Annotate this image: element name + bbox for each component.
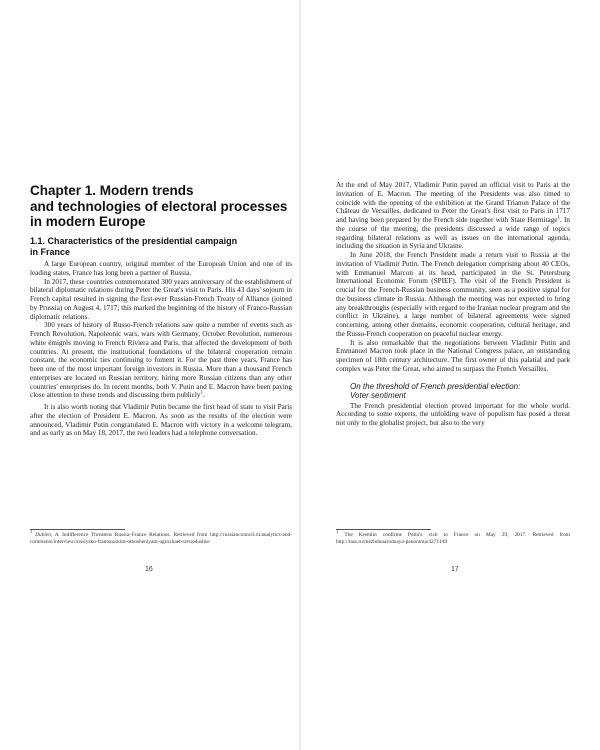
chapter-title-line-3: in modern Europe <box>30 214 146 229</box>
footnote-divider <box>30 529 125 530</box>
footnote <box>30 532 292 545</box>
subheading <box>350 382 570 401</box>
footnote-number: 1 <box>336 530 339 536</box>
paragraph: The French presidential election proved important for the whole world. According to some experts, the unfolding wave of populism has posed a threat not only to the globalist project, but also to the very <box>336 401 570 427</box>
paragraph-text: In the course of the meeting, the presidents discussed a wide range of topics regarding bilateral relations as well as issues on the international agenda, including the situation in Syria and Ukraine. <box>336 216 571 251</box>
section-title-line-2: in France <box>30 247 71 257</box>
paragraph: At the end of May 2017, Vladimir Putin payed an official visit to Paris at the invitation of E. Macron. The meeting of the Presidents was also timed to coincide with the opening of the exhibition at the Grand Trianon Palace of the Château de Versailles, dedicated to Peter the Great's first visit to Paris in 1717 and having been prepared by the French side together with State Hermitage$^1$. In the course of the meeting, the presidents discussed a wide range of topics regarding bilateral relations as well as issues on the international agenda, including the situation in Syria and Ukraine. <box>336 181 571 251</box>
right-body-text <box>336 181 570 428</box>
section-title <box>30 236 292 258</box>
footnote-text: The Kremlin confirms Putin's visit to France on May 29, 2017. Retrieved from http://tass.ru/mezhdunarodnaya-panorama/4271149 <box>336 532 570 545</box>
paragraph: In June 2018, the French President made a return visit to Russia at the invitation of Vladimir Putin. The French delegation comprising about 40 CEOs, with Emmanuel Marcon at its head, participated in the St. Petersburg International Economic Forum (SPIEF). The visit of the French President is crucial for the French-Russian business community, seen as a positive signal for the business climate in Russia. Although the meeting was not expected to bring any breakthroughs (especially with regard to the Iranian nuclear program and the conflict in Ukraine), a large number of bilateral agreements were signed concerning, among other domains, economic cooperation, cultural heritage, and the Russo-French cooperation on peaceful nuclear energy. <box>336 251 570 338</box>
page-number-left: 16 <box>145 566 153 573</box>
footnote-divider <box>336 529 431 530</box>
footnote-number: 1 <box>30 530 33 536</box>
subheading-line-1: On the threshold of French presidential election: <box>350 381 521 391</box>
footnote-author: Dubien, A. <box>35 532 60 538</box>
footnote <box>336 532 570 545</box>
chapter-title-line-2: and technologies of electoral processes <box>30 198 288 214</box>
footnote-mark: 1 <box>200 390 203 396</box>
paragraph: A large European country, original member of the European Union and one of its leading states, France has long been a partner of Russia. <box>30 260 292 277</box>
paragraph: It is also remarkable that the negotiations between Vladimir Putin and Emmanuel Macron took place in the National Congress palace, an outstanding specimen of 18th century architecture. The first owner of this palatial and park complex was Peter the Great, who aimed to surpass the French Versailles. <box>336 338 570 373</box>
paragraph: 300 years of history of Russo-French relations saw quite a number of events such as French Revolution, Napoleonic wars, wars with Germany, October Revolution, numerous white émigrés moving to French Riviera and Paris, that affected the development of both countries. At present, the institutional foundations of the bilateral cooperation remain constant, the economic ties continuing to foment it. For the past three years, France has been one of the most important foreign investors in Russia. More than a thousand French enterprises are located on Russian territory, hiring more Russian citizens than any other countries' enterprises do. In recent months, both V. Putin and E. Macron have been paying close attention to these trends and discussing them publicly$^1$. <box>30 321 292 400</box>
footnote-mark: 1 <box>557 215 560 221</box>
section-title-line-1: 1.1. Characteristics of the presidential campaign <box>30 236 238 246</box>
left-body-text <box>30 260 292 438</box>
page-number-right: 17 <box>451 566 459 573</box>
chapter-title-line-1: Chapter 1. Modern trends <box>30 183 194 198</box>
book-spine <box>299 0 301 750</box>
subheading-line-2: Voter sentiment <box>350 391 406 400</box>
footnote-text: Indifference Threatens Russia–France Relations. Retrieved from http://russiancouncil.ru/analytics-and-comments/interview/rossiysko-frantsuzskim-otnosheniyam-ugrozhaet-ravnodushie/ <box>30 532 293 545</box>
paragraph-text: 300 years of history of Russo-French relations saw quite a number of events such as French Revolution, Napoleonic wars, wars with Germany, October Revolution, numerous white émigrés moving to French Riviera and Paris, that affected the development of both countries. At present, the institutional foundations of the bilateral cooperation remain constant, the economic ties continuing to foment it. For the past three years, France has been one of the most important foreign investors in Russia. More than a thousand French enterprises are located on Russian territory, hiring more Russian citizens than any other countries' enterprises do. In recent months, both V. Putin and E. Macron have been paying close attention to these trends and discussing them publicly <box>30 321 292 400</box>
paragraph: In 2017, these countries commemorated 300 years anniversary of the establishment of bilateral diplomatic relations during Peter the Great's visit to Paris. His 43 days' sojourn in French capital resulted in signing the first-ever Russian-French Treaty of Alliance (joined by Prussia) on August 4, 1717; this marked the beginning of the history of Franco-Russian diplomatic relations. <box>30 277 292 321</box>
paragraph: It is also worth noting that Vladimir Putin became the first head of state to visit Paris after the election of President E. Macron. As soon as the results of the election were announced, Vladimir Putin congratulated E. Macron with victory in a welcome telegram, and as early as on May 18, 2017, the two leaders had a telephone conversation. <box>30 403 292 438</box>
paragraph-text: At the end of May 2017, Vladimir Putin payed an official visit to Paris at the invitation of E. Macron. The meeting of the Presidents was also timed to coincide with the opening of the exhibition at the Grand Trianon Palace of the Château de Versailles, dedicated to Peter the Great's first visit to Paris in 1717 and having been prepared by the French side together with State Hermitage <box>336 181 570 224</box>
chapter-title <box>30 183 292 230</box>
